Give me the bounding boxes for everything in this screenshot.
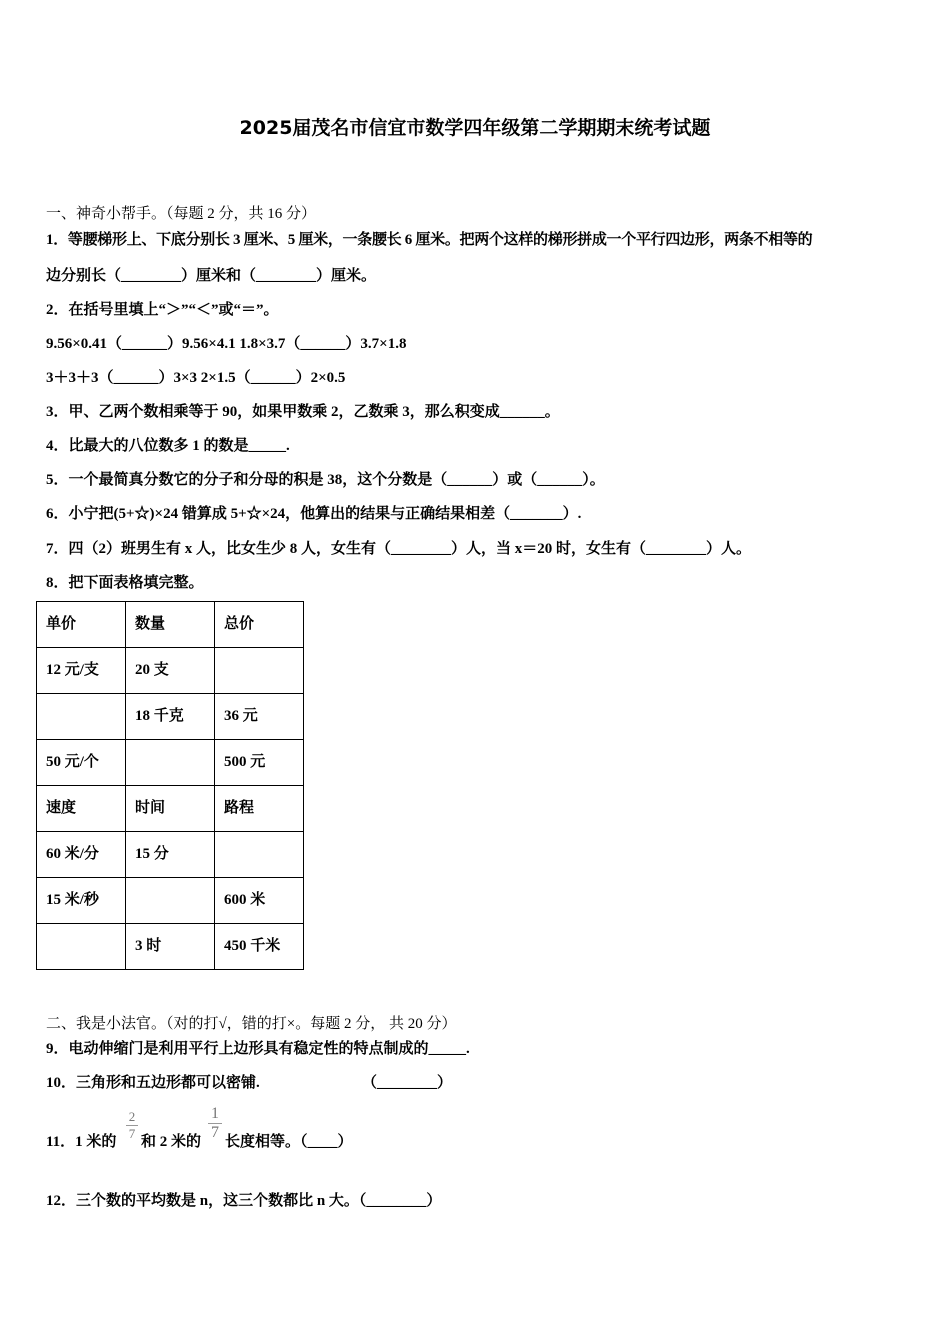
- table-row: [37, 832, 304, 878]
- table-row: [37, 924, 304, 970]
- question-11-part3: 长度相等。（____）: [225, 1134, 353, 1150]
- question-9: 9．电动伸缩门是利用平行上边形具有稳定性的特点制成的_____.: [46, 1041, 470, 1057]
- table-cell: [126, 602, 215, 648]
- table-cell: [215, 740, 304, 786]
- table-cell-text: 600 米: [224, 892, 266, 908]
- table-cell: [37, 832, 126, 878]
- table-cell-text: [224, 648, 303, 658]
- table-cell: [215, 786, 304, 832]
- question-11-part1: 11．1 米的: [46, 1134, 117, 1150]
- table-row: [37, 786, 304, 832]
- table-row: [37, 602, 304, 648]
- table-cell-text: 时间: [135, 800, 166, 816]
- page-title: 2025届茂名市信宜市数学四年级第二学期期末统考试题: [239, 117, 711, 139]
- fraction-denominator: 7: [211, 1124, 219, 1141]
- table-cell-text: [224, 832, 303, 842]
- fraction-two-sevenths: [125, 1110, 139, 1141]
- table-cell-text: 数量: [135, 616, 166, 632]
- table-cell: [126, 740, 215, 786]
- table-cell-text: [46, 694, 125, 704]
- table-cell-text: [135, 878, 214, 888]
- table-row: [37, 694, 304, 740]
- table-row: [37, 740, 304, 786]
- question-5: 5．一个最简真分数它的分子和分母的积是 38，这个分数是（______）或（______）。: [46, 472, 605, 488]
- table-cell-text: 20 支: [135, 662, 169, 678]
- table-cell: [37, 878, 126, 924]
- question-12: 12．三个数的平均数是 n，这三个数都比 n 大。（________）: [46, 1193, 442, 1209]
- table-cell: [126, 924, 215, 970]
- fraction-one-seventh: [207, 1106, 223, 1141]
- table-cell: [126, 832, 215, 878]
- table-cell: [215, 648, 304, 694]
- fraction-denominator: 7: [128, 1126, 136, 1141]
- table-cell: [126, 786, 215, 832]
- question-8: 8．把下面表格填完整。: [46, 575, 204, 591]
- table-cell-text: 总价: [224, 616, 255, 632]
- fraction-numerator: 1: [211, 1105, 219, 1122]
- question-10: 10．三角形和五边形都可以密铺.: [46, 1075, 260, 1091]
- question-6: 6．小宁把(5+☆)×24 错算成 5+☆×24，他算出的结果与正确结果相差（_______）.: [46, 506, 582, 522]
- table-cell: [126, 694, 215, 740]
- table-cell-text: 36 元: [224, 708, 258, 724]
- fraction-numerator: 2: [128, 1109, 136, 1124]
- table-cell: [215, 832, 304, 878]
- table-cell-text: 3 时: [135, 938, 162, 954]
- question-7: 7．四（2）班男生有 x 人，比女生少 8 人，女生有（________）人，当 x＝20 时，女生有（________）人。: [46, 541, 752, 557]
- table-cell: [37, 602, 126, 648]
- table-cell: [126, 648, 215, 694]
- table-cell: [215, 924, 304, 970]
- table-cell-text: 18 千克: [135, 708, 184, 724]
- table-cell: [37, 648, 126, 694]
- question-4: 4．比最大的八位数多 1 的数是_____.: [46, 438, 290, 454]
- table-cell-text: 15 分: [135, 846, 169, 862]
- fill-in-table: [36, 601, 304, 970]
- question-11-part2: 和 2 米的: [141, 1134, 202, 1150]
- table-cell: [37, 740, 126, 786]
- section2-heading: 二、我是小法官。（对的打√，错的打×。每题 2 分， 共 20 分）: [46, 1016, 457, 1032]
- table-row: [37, 648, 304, 694]
- table-cell: [37, 786, 126, 832]
- table-cell-text: [46, 924, 125, 934]
- question-1-line1: 1．等腰梯形上、下底分别长 3 厘米、5 厘米，一条腰长 6 厘米。把两个这样的梯形拼成一个平行四边形，两条不相等的: [46, 232, 813, 248]
- table-cell: [126, 878, 215, 924]
- table-cell-text: 单价: [46, 616, 77, 632]
- table-cell: [215, 694, 304, 740]
- table-row: [37, 878, 304, 924]
- table-cell-text: 速度: [46, 800, 77, 816]
- table-cell: [215, 878, 304, 924]
- question-2-line1: 2．在括号里填上“＞”“＜”或“＝”。: [46, 302, 279, 318]
- section1-heading: 一、神奇小帮手。（每题 2 分，共 16 分）: [46, 206, 317, 222]
- question-2-line3: 3＋3＋3（______）3×3 2×1.5（______）2×0.5: [46, 370, 346, 386]
- question-1-line2: 边分别长（________）厘米和（________）厘米。: [46, 268, 377, 284]
- table-cell: [37, 694, 126, 740]
- question-2-line2: 9.56×0.41（______）9.56×4.1 1.8×3.7（______）3.7×1.8: [46, 336, 407, 352]
- table-cell-text: 500 元: [224, 754, 266, 770]
- table-cell: [37, 924, 126, 970]
- table-cell-text: 50 元/个: [46, 754, 99, 770]
- table-cell-text: 450 千米: [224, 938, 281, 954]
- question-10-blank: （________）: [362, 1075, 453, 1091]
- table-cell-text: [135, 740, 214, 750]
- table-cell: [215, 602, 304, 648]
- question-3: 3．甲、乙两个数相乘等于 90，如果甲数乘 2，乙数乘 3，那么积变成______。: [46, 404, 560, 420]
- table-cell-text: 15 米/秒: [46, 892, 99, 908]
- table-cell-text: 路程: [224, 800, 255, 816]
- table-cell-text: 60 米/分: [46, 846, 99, 862]
- table-cell-text: 12 元/支: [46, 662, 99, 678]
